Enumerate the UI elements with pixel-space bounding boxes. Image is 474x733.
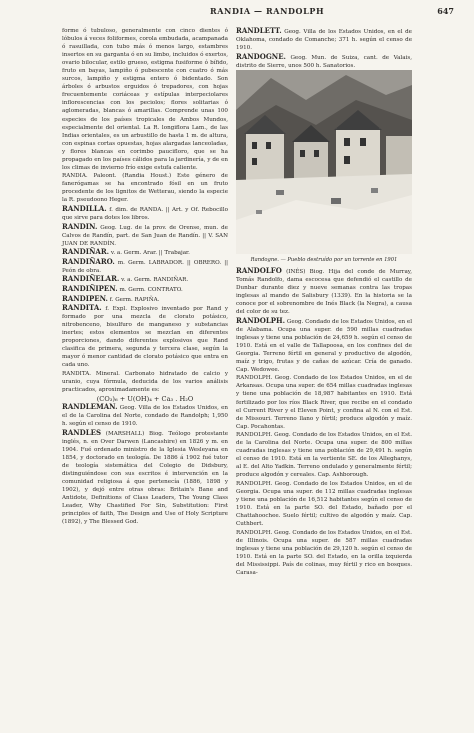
headword: RANDIÑELAR.	[62, 274, 120, 284]
entry-randinaro: RANDIÑARO. m. Germ. LABRADOR. || OBRERO. || Peón de obra.	[62, 256, 228, 274]
headword: RANDIÑARO.	[62, 256, 115, 266]
entry-randolph-illinois: RANDOLPH. Geog. Condado de los Estados Unidos, en el Est. de Illinois. Ocupa una super. de 587 millas cuadradas inglesas y tiene una población de 29,120 h. según el censo de 1910. Está en la parte SO. del Estado, en la orilla izquierda del Mississippi. País de colinas, muy fértil y rico en bosques. Carasa-	[236, 529, 412, 577]
entry-randles: RANDLES (MARSHALL) Biog. Teólogo protestante inglés, n. en Over Darwen (Lancashire) en 1826 y m. en 1904. Fué ordenado ministro de la Iglesia Wesleyana en 1854, y doctorado en teología. De 1886 á 1902 fué tutor de teología sistemática del Colegio de Didsbury, distinguiéndose con sus escritos é intervención en la comunidad religiosa á que pertenecía (1886, 1898 y 1902), y dejó entre otras obras: Britain's Bane and Antidote, Definitions of Class Leaders, The Young Class Leader, Why Chastified For Sin, Substitution: First principles of faith, The Design and Use of Holy Scripture (1892), y The Blessed God.	[62, 427, 229, 526]
entry-randia-paleontology: RANDIA. Paleont. (Randia Houst.) Este género de fanerógamas se ha encontrado fósil en un fruto procedente de los lignitos de Wetterau, siendo la especie la R. pseudoono Heger.	[62, 173, 228, 204]
figure-caption: Randogne. — Pueblo destruído por un torrente en 1901	[250, 256, 398, 263]
headword: RANDIÑAR.	[62, 247, 110, 257]
entry-randinipen: RANDIÑIPEN. m. Germ. CONTRATO.	[62, 283, 183, 293]
entry-randolph-arkansas: RANDOLPH. Geog. Condado de los Estados Unidos, en el de Arkansas. Ocupa una super. de 654 millas cuadradas inglesas y tiene una población de 18,987 habitantes en 1910. Está fertilizado por los ríos Black River, que recibe en el condado el Current River y el Eleven Point, y confina al N. con el Est. de Missouri. Terreno llano y fértil; produce algodón y maíz. Cap. Pocahontas.	[236, 375, 412, 430]
entry-randipen: RANDIPEN. f. Germ. RAPIÑA.	[62, 293, 160, 303]
headword: RANDITA.	[62, 303, 102, 313]
headword: RANDLEMAN.	[62, 402, 118, 412]
entry-randolph-north-carolina: RANDOLPH. Geog. Condado de los Estados Unidos, en el Est. de la Carolina del Norte. Ocupa una super. de 800 millas cuadradas inglesas y tiene una población de 29,491 h. según el censo de 1910. Está en la vertiente SE. de los Alleghanys, al E. del Alto Yadkin. Terreno ondulado y generalmente fértil; produce algodón y cereales. Cap. Ashborough.	[236, 432, 412, 479]
entry-randia-description: forme ó tubuloso, generalmente con cinco dientes ó lóbulos á veces foliformes, corola embudada, acampanada ó rasuillada, con tubo más ó menos largo, estambres insertos en su garganta ó en su limbo, incluidos ó exertos, ovario bilocular, estilo grueso, estigma fusiforme ó bífido, fruto en bayas, lampiño ó pubescente con cuatro ó más surcos, lampiño y estigma entero ó bidentado. Son árboles ó arbustos erguidos ó trepadores, con hojas frecuentemente coriáceas y estípulas interpeciolares inflorescencias con los peciolos; flores solitarias ó aglomeradas, blancas ó amarillas. Comprende unas 100 especies de los países tropicales de Ambos Mundos, especialmente del oriental. La R. longiflora Lam., de las Indias orientales, es un arbustillo de hasta 1 m. de altura, con espinas cortas opuestas, hojas alargadas lanceoladas, y flores blancas en corimbo paucifloro, que se ha propagado en los países cálidos para la jardinería, y de en los climas de invierno frío exige estufa caliente.	[62, 28, 228, 171]
headword: RANDOGNE.	[236, 51, 286, 61]
entry-randolph-alabama: RANDOLPH. Geog. Condado de los Estados Unidos, en el de Alabama. Ocupa una super. de 590 millas cuadradas inglesas y tiene una población de 24,659 h. según el censo de 1910. Está en el valle de Tallapoosa, en los confines del de Georgia. Terreno fértil en general y productivo de algodón, maíz y trigo, frutas y de cañas de azúcar. Cría de ganado. Cap. Wedowee.	[236, 315, 412, 373]
randogne-photo	[236, 70, 412, 254]
headword: RANDILLA.	[62, 204, 107, 214]
entry-randin: RANDIN. Geog. Lug. de la prov. de Orense, mun. de Calvos de Randín, part. de San Juan de Randín. || V. SAN JUAN DE RANDÍN.	[62, 221, 228, 247]
entry-randolph-georgia: RANDOLPH. Geog. Condado de los Estados Unidos, en el de Georgia. Ocupa una super. de 112 millas cuadradas inglesas y tiene una población de 16,512 habitantes según el censo de 1910. Está en la parte SO. del Estado, bañado por el Chattahoochee. Suelo fértil; cultivo de algodón y maíz. Cap. Cuthbert.	[236, 481, 412, 528]
page-number: 647	[437, 6, 454, 16]
entry-randilla: RANDILLA. f. dim. de RANDA. || Art. y Of. Rebocillo que sirve para dotes los libros.	[62, 204, 228, 222]
headword: RANDIPEN.	[62, 293, 108, 303]
right-column	[236, 27, 412, 577]
entry-randolfo: RANDOLFO (INÉS) Biog. Hija del conde de Murray, Tomás Randolfo, dama escocesa que defendió el castillo de Dunbar durante diez y nueve semanas contra las tropas inglesas al mando de Salisbury (1339). En la historia se la conoce por el sobrenombre de Inés Black (la Negra), a causa del color de su tez.	[236, 265, 412, 316]
entry-randita-explosive: RANDITA. f. Expl. Explosivo inventado por Rand y formado por una mezcla de clorato potásico, nitrobenceno, bisulfuro de manganeso y substancias inertes; estos elementos se mezclan en diferentes proporciones, dando diferentes explosivos que Rand clasifica de primera, segunda y tercera clase, según la mayor ó menor cantidad de clorato potásico que entra en cada uno.	[62, 303, 228, 369]
left-column	[62, 27, 228, 526]
running-head	[0, 6, 474, 18]
headword: RANDOLFO	[236, 265, 282, 275]
entry-randogne: RANDOGNE. Geog. Mun. de Suiza, cant. de Valais, distrito de Sierre, unos 500 h. Sanatorios.	[236, 51, 412, 69]
entry-randinelar: RANDIÑELAR. v. a. Germ. RANDIÑAR.	[62, 274, 189, 284]
entry-randleman: RANDLEMAN. Geog. Villa de los Estados Unidos, en el de la Carolina del Norte, condado de Randolph; 1,950 h. según el censo de 1910.	[62, 402, 228, 428]
entry-randinar: RANDIÑAR. v. a. Germ. Arar. || Trabajar.	[62, 247, 190, 257]
headword: RANDIÑIPEN.	[62, 283, 118, 293]
headword: RANDLETT.	[236, 26, 282, 35]
headword: RANDOLPH.	[236, 315, 286, 325]
chemical-formula: (CO₃)₆ + U(OH)₄ + Ca₃ . H₂O	[96, 394, 194, 403]
entry-randlett: RANDLETT. Geog. Villa de los Estados Unidos, en el de Oklahoma, condado de Comanche; 371 h. según el censo de 1910.	[236, 26, 412, 52]
headword: RANDLES	[62, 427, 102, 437]
headword: RANDIN.	[62, 221, 98, 231]
entry-randita-mineral: RANDITA. Mineral. Carbonato hidratado de calcio y uranio, cuya fórmula, deducida de los varios análisis practicados, aproximadamente es:	[62, 370, 228, 394]
running-title: RANDIA — RANDOLPH	[210, 6, 325, 16]
randogne-village-illustration	[236, 70, 412, 254]
